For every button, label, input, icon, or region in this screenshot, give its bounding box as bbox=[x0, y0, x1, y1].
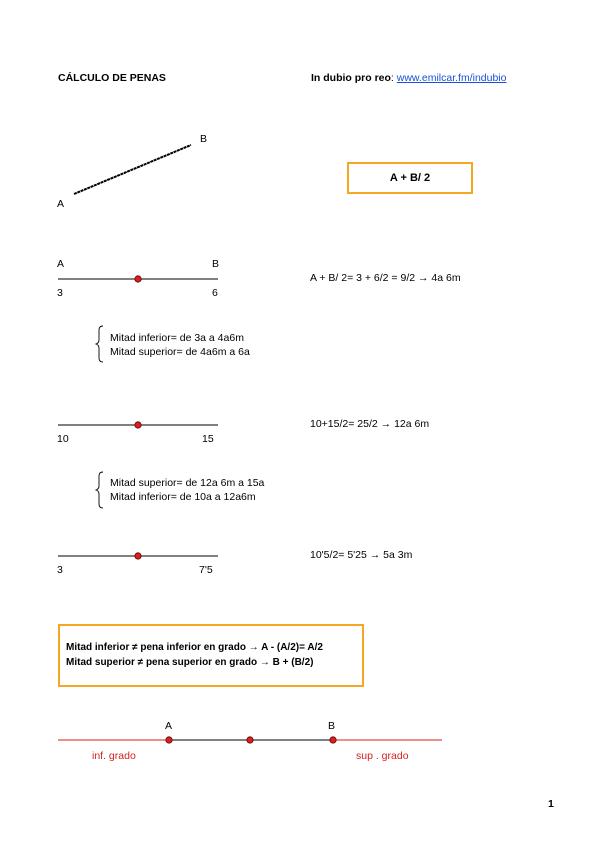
conclusion-line-1: Mitad inferior ≠ pena inferior en grado → A - (A/2)= A/2 bbox=[66, 642, 323, 653]
ex3-start-value: 3 bbox=[57, 564, 63, 576]
ex2-half-2: Mitad inferior= de 10a a 12a6m bbox=[110, 491, 256, 503]
scale-dot-mid bbox=[247, 737, 253, 743]
ex1-start-value: 3 bbox=[57, 287, 63, 299]
formula-box bbox=[347, 162, 473, 194]
ex1-label-a: A bbox=[57, 258, 65, 270]
ex1-half-2: Mitad superior= de 4a6m a 6a bbox=[110, 346, 250, 358]
brace-1 bbox=[96, 326, 103, 362]
ex2-half-1: Mitad superior= de 12a 6m a 15a bbox=[110, 477, 265, 489]
page-title: CÁLCULO DE PENAS bbox=[58, 72, 166, 84]
scale-inf-grado: inf. grado bbox=[92, 750, 136, 762]
conclusion-line-2: Mitad superior ≠ pena superior en grado → B + (B/2) bbox=[66, 657, 314, 668]
reference-separator: : bbox=[390, 72, 397, 84]
fig1-label-b: B bbox=[200, 133, 208, 145]
midpoint-dot-2 bbox=[135, 422, 141, 428]
scale-sup-grado: sup . grado bbox=[356, 750, 409, 762]
segment-ab-slanted bbox=[74, 145, 191, 194]
formula-text: A + B/ 2 bbox=[389, 172, 431, 184]
ex2-end-value: 15 bbox=[202, 433, 214, 445]
ex3-calculation: 10'5/2= 5'25 → 5a 3m bbox=[310, 549, 413, 561]
ex3-end-value: 7'5 bbox=[199, 564, 213, 576]
brace-2 bbox=[96, 472, 103, 508]
scale-dot-a bbox=[166, 737, 172, 743]
midpoint-dot-1 bbox=[135, 276, 141, 282]
ex1-end-value: 6 bbox=[212, 287, 218, 299]
conclusions-box bbox=[58, 624, 364, 687]
scale-label-a: A bbox=[165, 720, 173, 732]
midpoint-dot-3 bbox=[135, 553, 141, 559]
ex1-calculation: A + B/ 2= 3 + 6/2 = 9/2 → 4a 6m bbox=[310, 272, 461, 284]
page-number: 1 bbox=[548, 798, 554, 810]
ex2-start-value: 10 bbox=[57, 433, 69, 445]
ex1-half-1: Mitad inferior= de 3a a 4a6m bbox=[110, 332, 244, 344]
reference-link[interactable]: www.emilcar.fm/indubio bbox=[396, 72, 507, 84]
ex1-label-b: B bbox=[212, 258, 220, 270]
fig1-label-a: A bbox=[57, 198, 65, 210]
ex2-calculation: 10+15/2= 25/2 → 12a 6m bbox=[310, 418, 430, 430]
scale-label-b: B bbox=[328, 720, 336, 732]
reference-label: In dubio pro reo bbox=[311, 72, 391, 84]
scale-dot-b bbox=[330, 737, 336, 743]
